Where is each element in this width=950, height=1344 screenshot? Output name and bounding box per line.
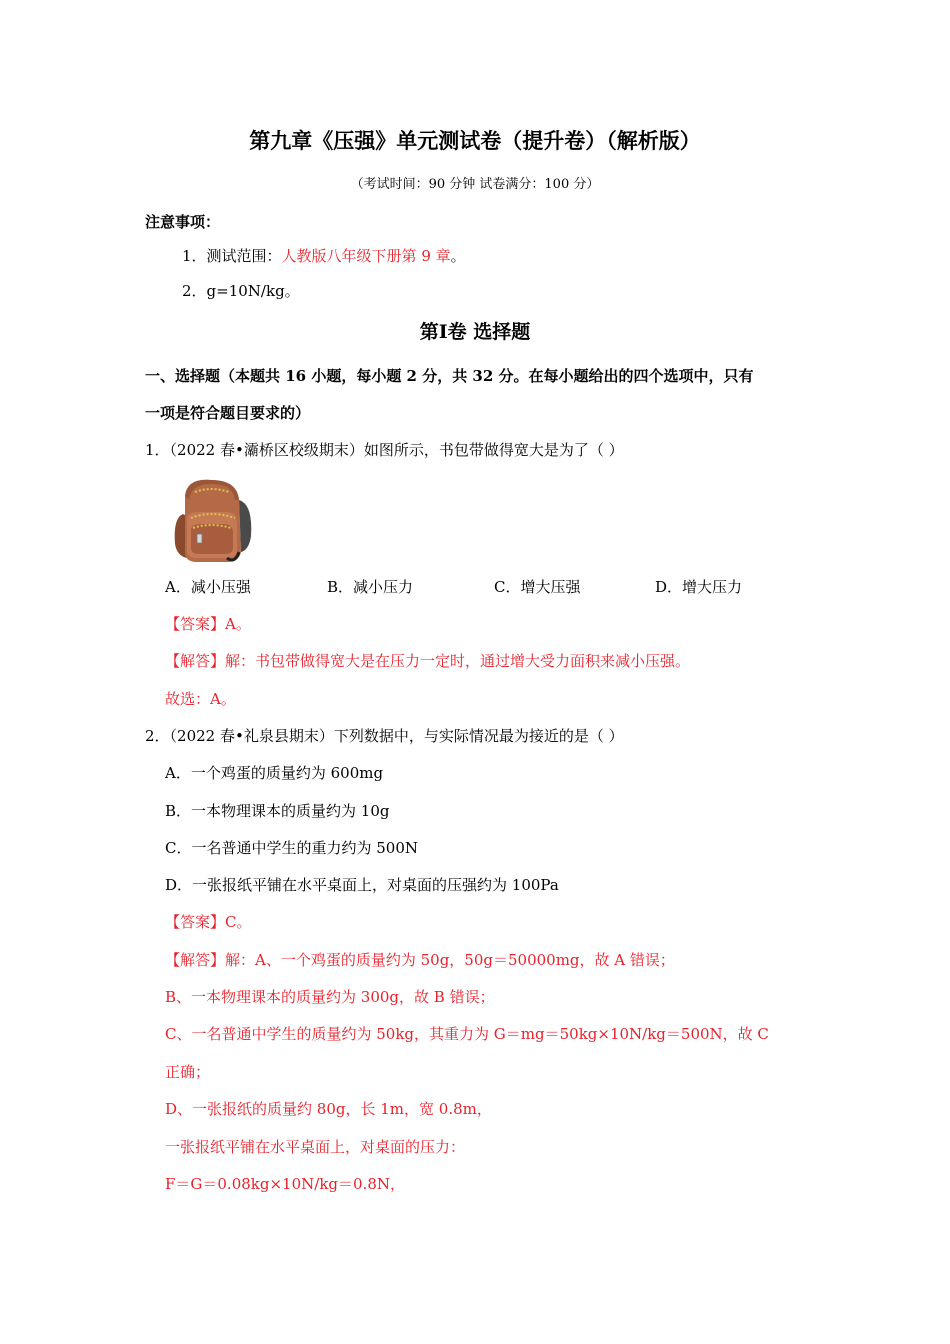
question-2-analysis-line-5: D、一张报纸的质量约 80g，长 1m，宽 0.8m， bbox=[165, 1100, 492, 1118]
question-2-analysis-line-4: 正确； bbox=[165, 1063, 211, 1081]
question-1-option-b: B．减小压力 bbox=[327, 578, 414, 596]
notes-item-1-end: 。 bbox=[450, 247, 466, 265]
question-2-analysis-line-2: B、一本物理课本的质量约为 300g，故 B 错误； bbox=[165, 988, 495, 1006]
notes-item-1-label: 1．测试范围： bbox=[182, 247, 282, 265]
question-2-option-c: C．一名普通中学生的重力约为 500N bbox=[165, 839, 419, 857]
question-1-option-a: A．减小压强 bbox=[165, 578, 251, 596]
exam-info: （考试时间：90 分钟 试卷满分：100 分） bbox=[350, 177, 600, 192]
question-2-answer: 【答案】C。 bbox=[165, 913, 252, 931]
question-1-stem: 1．（2022 春•灞桥区校级期末）如图所示，书包带做得宽大是为了（ ） bbox=[145, 441, 624, 459]
section-title: 第Ⅰ卷 选择题 bbox=[419, 321, 531, 343]
question-2-analysis-line-6: 一张报纸平铺在水平桌面上，对桌面的压力： bbox=[165, 1138, 466, 1156]
question-1-conclusion: 故选：A。 bbox=[165, 690, 236, 708]
notes-item-1 bbox=[182, 246, 466, 266]
question-1-option-d: D．增大压力 bbox=[655, 578, 743, 596]
question-1-answer: 【答案】A。 bbox=[165, 615, 251, 633]
question-2-analysis-line-3: C、一名普通中学生的质量约为 50kg，其重力为 G＝mg＝50kg×10N/kg＝500N，故 C bbox=[165, 1025, 769, 1043]
section-intro-line-1: 一、选择题（本题共 16 小题，每小题 2 分，共 32 分。在每小题给出的四个选项中，只有 bbox=[145, 367, 754, 385]
notes-item-1-scope: 人教版八年级下册第 9 章 bbox=[281, 247, 451, 265]
question-2-analysis-line-1: 【解答】解：A、一个鸡蛋的质量约为 50g，50g＝50000mg，故 A 错误； bbox=[165, 951, 675, 969]
notes-heading: 注意事项： bbox=[145, 213, 221, 231]
question-2-option-d: D．一张报纸平铺在水平桌面上，对桌面的压强约为 100Pa bbox=[165, 876, 559, 894]
backpack-image bbox=[165, 474, 257, 566]
question-2-option-b: B．一本物理课本的质量约为 10g bbox=[165, 802, 390, 820]
section-intro-line-2: 一项是符合题目要求的） bbox=[145, 404, 311, 422]
question-1-analysis: 【解答】解：书包带做得宽大是在压力一定时，通过增大受力面积来减小压强。 bbox=[165, 652, 691, 670]
notes-item-2: 2．g=10N/kg。 bbox=[182, 282, 300, 300]
question-2-option-a: A．一个鸡蛋的质量约为 600mg bbox=[165, 764, 384, 782]
question-2-analysis-line-7: F＝G＝0.08kg×10N/kg＝0.8N， bbox=[165, 1175, 405, 1193]
question-1-option-c: C．增大压强 bbox=[494, 578, 581, 596]
question-2-stem: 2．（2022 春•礼泉县期末）下列数据中，与实际情况最为接近的是（ ） bbox=[145, 727, 624, 745]
page-title: 第九章《压强》单元测试卷（提升卷）（解析版） bbox=[249, 128, 701, 153]
